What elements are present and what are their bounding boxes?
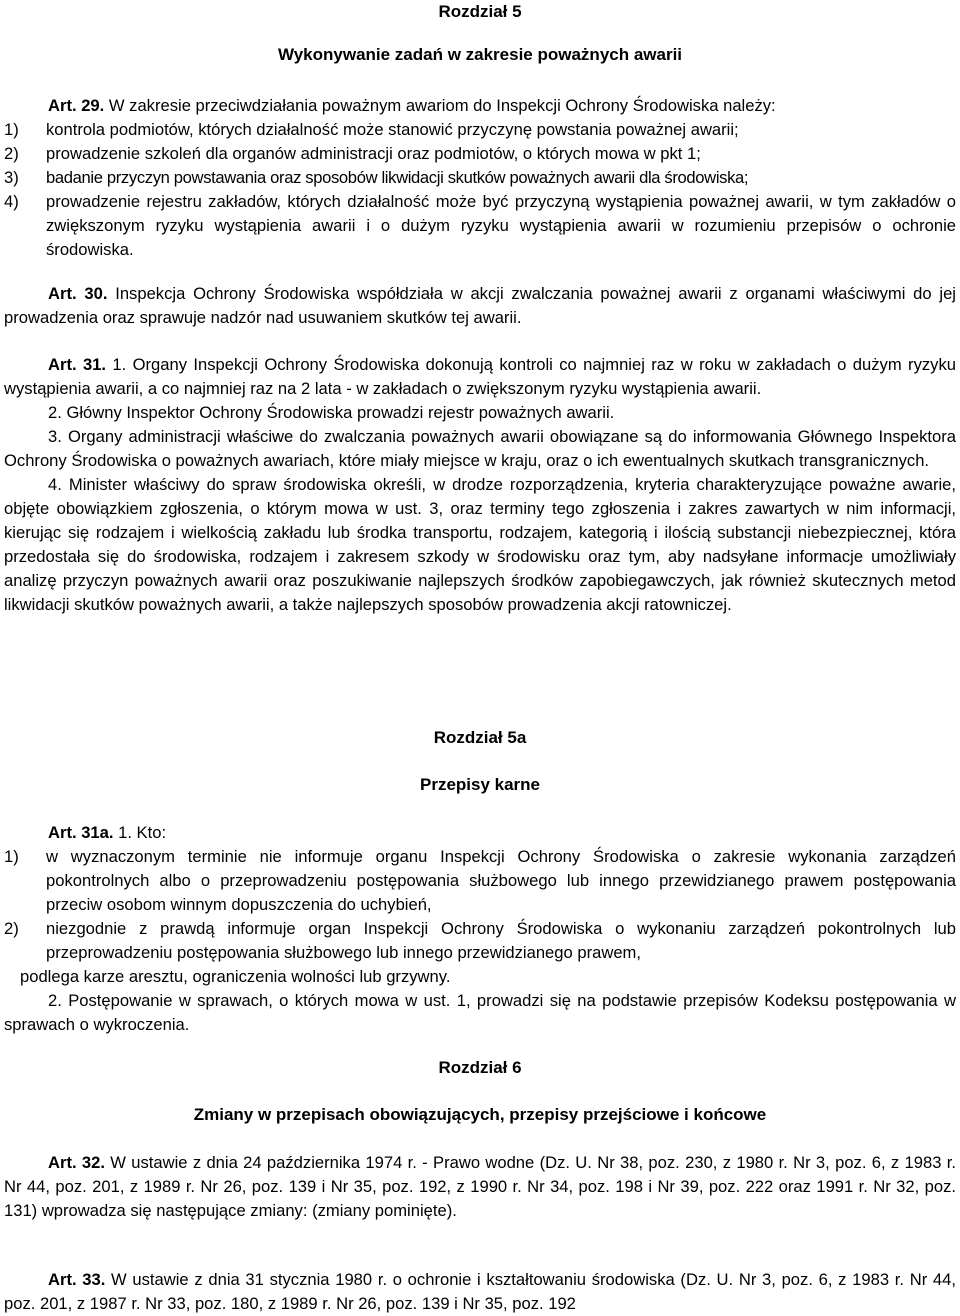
list-item-text: badanie przyczyn powstawania oraz sposobów likwidacji skutków poważnych awarii dla środowiska; [46,168,749,187]
list-item [4,142,956,166]
article-31a-intro [4,821,956,845]
list-item-text: prowadzenie rejestru zakładów, których działalność może być przyczyną wystąpienia poważnej awarii, w tym zakładów o zwiększonym ryzyku wystąpienia awarii i o dużym ryzyku wystąpienia awarii w rozumieniu przepisów o ochronie środowiska. [46,192,956,259]
chapter-5a-title: Przepisy karne [419,775,540,794]
article-31-text-1: 1. Organy Inspekcji Ochrony Środowiska dokonują kontroli co najmniej raz w roku w zakładach o dużym ryzyku wystąpienia awarii, a co najmniej raz na 2 lata - w zakładach o zwiększonym ryzyku wystąpienia awarii. [4,355,956,398]
article-31-paragraph-2: 2. Główny Inspektor Ochrony Środowiska prowadzi rejestr poważnych awarii. [48,403,615,422]
article-33-paragraph [4,1268,956,1316]
article-32-label: Art. 32. [48,1153,105,1172]
article-32-text: W ustawie z dnia 24 października 1974 r. - Prawo wodne (Dz. U. Nr 38, poz. 230, z 1980 r. Nr 3, poz. 6, z 1983 r. Nr 44, poz. 201, z 1989 r. Nr 26, poz. 139 i Nr 35, poz. 192, z 1990 r. Nr 34, poz. 198 i Nr 39, poz. 222 oraz 1991 r. Nr 32, poz. 131) wprowadza się następujące zmiany: (zmiany pominięte). [4,1153,956,1220]
article-33 [4,1268,956,1316]
article-29-intro [4,94,956,118]
list-item [4,166,956,190]
article-31a [4,821,956,1037]
chapter-5-heading: Rozdział 5 [438,2,522,21]
article-31 [4,353,956,617]
list-item-number: 2) [4,144,19,163]
article-31-paragraph-3: 3. Organy administracji właściwe do zwalczania poważnych awarii obowiązane są do informowania Głównego Inspektora Ochrony Środowiska o poważnych awariach, które miały miejsce w kraju, oraz o ich ewentualnych skutkach transgranicznych. [4,427,956,470]
chapter-6-title: Zmiany w przepisach obowiązujących, przepisy przejściowe i końcowe [193,1105,767,1124]
article-29-text: W zakresie przeciwdziałania poważnym awariom do Inspekcji Ochrony Środowiska należy: [104,96,776,115]
list-item-text: w wyznaczonym terminie nie informuje organu Inspekcji Ochrony Środowiska o zakresie wykonania zarządzeń pokontrolnych albo o przeprowadzeniu postępowania służbowego lub innego przewidzianego prawem postępowania przeciw osobom winnym dopuszczenia do uchybień, [46,847,956,914]
article-31a-intro-text: 1. Kto: [113,823,167,842]
article-33-label: Art. 33. [48,1270,106,1289]
list-item [4,917,956,965]
list-item-text: prowadzenie szkoleń dla organów administracji oraz podmiotów, o których mowa w pkt 1; [46,144,701,163]
article-32 [4,1151,956,1223]
article-32-paragraph [4,1151,956,1223]
article-30-text: Inspekcja Ochrony Środowiska współdziała w akcji zwalczania poważnej awarii z organami właściwymi do jej prowadzenia oraz sprawuje nadzór nad usuwaniem skutków tej awarii. [4,284,956,327]
list-item-number: 1) [4,120,19,139]
article-31a-penalty: podlega karze aresztu, ograniczenia wolności lub grzywny. [20,967,451,986]
list-item-number: 2) [4,919,19,938]
article-31-label: Art. 31. [48,355,107,374]
article-31-paragraph-4: 4. Minister właściwy do spraw środowiska określi, w drodze rozporządzenia, kryteria charakteryzujące poważne awarie, objęte obowiązkiem zgłoszenia, o którym mowa w ust. 3, oraz terminy tego zgłoszenia i zakres zawartych w nim informacji, kierując się rodzajem i wielkością zakładu lub środka transportu, rodzajem, kategorią i ilością substancji niebezpiecznej, która przedostała się do środowiska, rodzajem i zakresem szkody w środowisku oraz tym, aby nadsyłane informacje umożliwiały analizę przyczyn poważnych awarii oraz poszukiwanie najlepszych środków zapobiegawczych, jak również skutecznych metod likwidacji skutków poważnych awarii, a także najlepszych sposobów prowadzenia akcji ratowniczej. [4,475,956,614]
list-item [4,845,956,917]
article-30 [4,282,956,330]
list-item-number: 3) [4,168,19,187]
list-item [4,118,956,142]
article-31a-paragraph-2: 2. Postępowanie w sprawach, o których mowa w ust. 1, prowadzi się na podstawie przepisów Kodeksu postępowania w sprawach o wykroczenia. [4,991,956,1034]
chapter-6-heading: Rozdział 6 [438,1058,522,1077]
list-item-text: niezgodnie z prawdą informuje organ Inspekcji Ochrony Środowiska o wykonaniu zarządzeń pokontrolnych lub przeprowadzeniu postępowania służbowego lub innego przewidzianego prawem, [46,919,956,962]
chapter-5-title: Wykonywanie zadań w zakresie poważnych awarii [277,45,683,64]
list-item-number: 1) [4,847,19,866]
article-31a-label: Art. 31a. [48,823,114,842]
article-29-label: Art. 29. [48,96,105,115]
article-30-paragraph [4,282,956,330]
chapter-5a-heading: Rozdział 5a [433,728,527,747]
article-29 [4,94,956,262]
list-item-number: 4) [4,192,19,211]
list-item [4,190,956,262]
list-item-text: kontrola podmiotów, których działalność może stanowić przyczynę powstania poważnej awarii; [46,120,739,139]
article-30-label: Art. 30. [48,284,108,303]
article-33-text: W ustawie z dnia 31 stycznia 1980 r. o ochronie i kształtowaniu środowiska (Dz. U. Nr 3, poz. 6, z 1983 r. Nr 44, poz. 201, z 1987 r. Nr 33, poz. 180, z 1989 r. Nr 26, poz. 139 i Nr 35, poz. 192 [4,1270,956,1313]
article-31-paragraph-1 [4,353,956,401]
